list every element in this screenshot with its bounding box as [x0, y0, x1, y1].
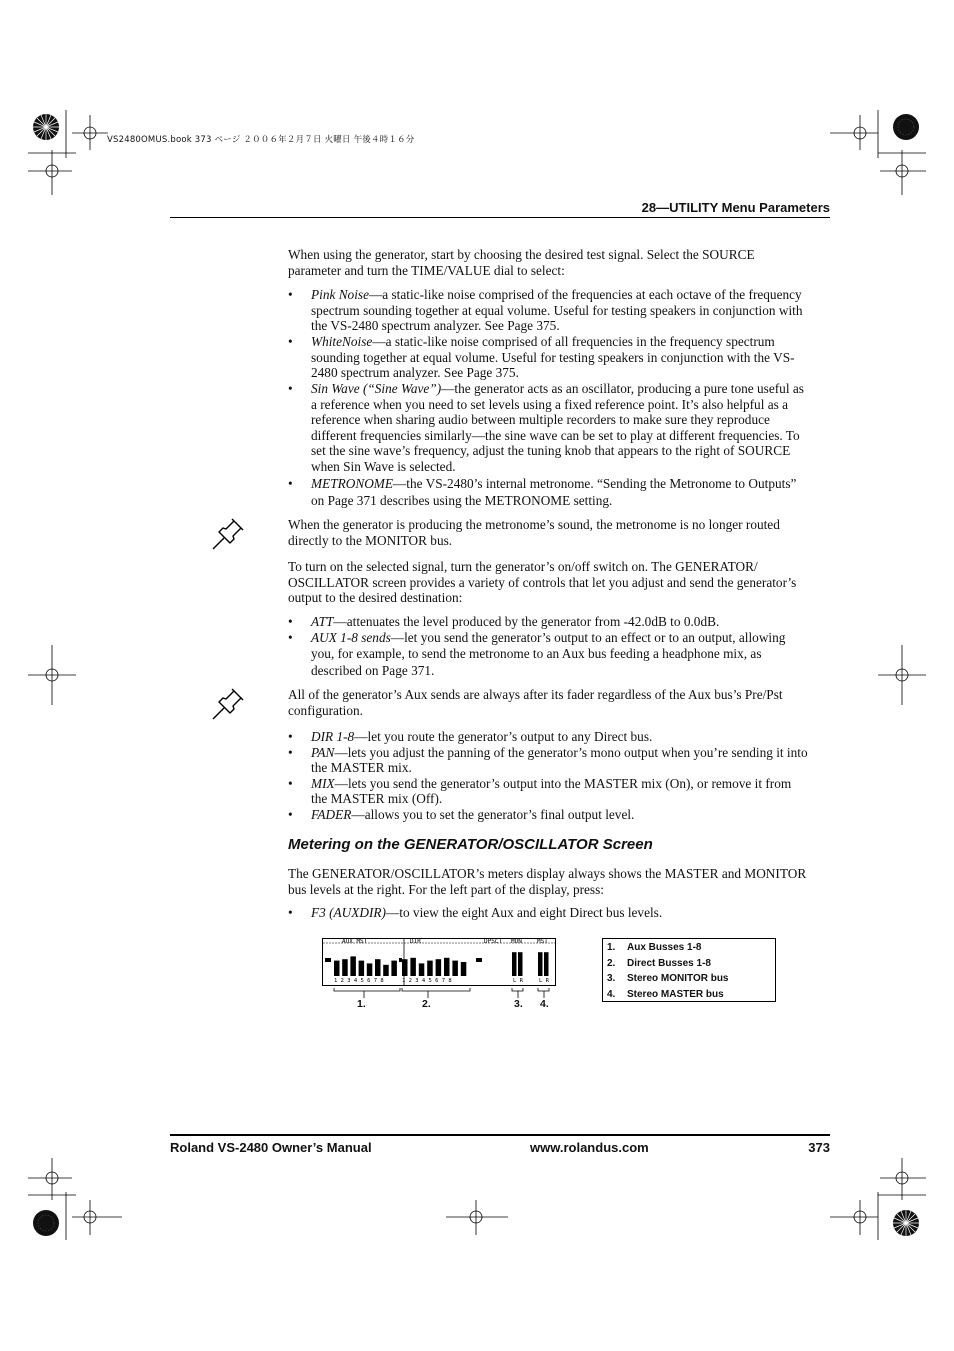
aux-meter-bar — [391, 961, 397, 976]
intro-paragraph: When using the generator, start by choosing the desired test signal. Select the SOURCE parameter and turn the TIME/VALUE dial to select: — [288, 247, 755, 278]
dir-meter-bar — [419, 963, 425, 976]
meter-aux-numbers: 1 2 3 4 5 6 7 8 — [334, 978, 384, 984]
section-title: Metering on the GENERATOR/OSCILLATOR Screen — [288, 836, 653, 853]
list-item: • F3 (AUXDIR)—to view the eight Aux and eight Direct bus levels. — [288, 905, 663, 920]
list-item: • Sin Wave (“Sine Wave”)—the generator acts as an oscillator, producing a pure tone useful as a reference when you need to set levels using a fixed reference point. It’s also helpful as a reference when sharing audio between multiple recorders to make sure they reproduce different frequencies similarly—the sine wave can be set to play at different frequencies. To set the sine wave’s frequency, adjust the tuning knob that appears to the right of SOURCE when Sin Wave is selected. — [288, 381, 804, 474]
list-item: • WhiteNoise—a static-like noise comprised of all frequencies in the frequency spectrum sounding together at equal volume. Useful for testing speakers in conjunction with the VS-2480 spectrum analyzer. See Page 375. — [288, 334, 795, 381]
aux-meter-bar — [342, 959, 348, 976]
dir-meter-bar — [461, 962, 467, 976]
pushpin-note-icon — [210, 515, 248, 551]
callout-4: 4. — [540, 998, 549, 1010]
meter-label-aux-mst: AUX MST — [342, 938, 368, 945]
mst-meter-bar — [538, 952, 543, 976]
list-item: • AUX 1-8 sends—let you send the generator’s output to an effect or to an output, allowing you, for example, to send the metronome to an Aux bus feeding a headphone mix, as described on Page 371. — [288, 629, 786, 678]
legend-item: 3. Stereo MONITOR bus — [607, 973, 729, 984]
dir-meter-bar — [436, 959, 442, 976]
aux-meter-bar — [367, 963, 373, 976]
meter-label-dpsct: DPSCT — [484, 938, 503, 945]
list-item: • MIX—lets you send the generator’s output into the MASTER mix (On), or remove it from the MASTER mix (Off). — [288, 775, 792, 807]
legend-item: 2. Direct Busses 1-8 — [607, 957, 711, 969]
meter-label-mon: MON — [511, 938, 522, 945]
list-item: • Pink Noise—a static-like noise comprised of the frequencies at each octave of the frequency spectrum sounding together at equal volume. Useful for testing speakers in conjunction with the VS-2480 spectrum analyzer. See Page 375. — [288, 287, 803, 334]
aux-meter-bar — [383, 965, 389, 976]
metering-list — [288, 905, 808, 921]
footer-website: www.rolandus.com — [530, 1140, 649, 1155]
callout-brackets — [334, 988, 549, 998]
note-aux-sends: All of the generator’s Aux sends are always after its fader regardless of the Aux bus’s Pre/Pst configuration. — [288, 687, 783, 718]
list-item: • ATT—attenuates the level produced by the generator from -42.0dB to 0.0dB. — [288, 614, 720, 629]
meter-mst-lr: L R — [539, 978, 549, 984]
meter-mon-lr: L R — [513, 978, 523, 984]
meter-label-mst: MST — [537, 938, 548, 945]
mon-meter-bar — [518, 952, 523, 976]
meter-dir-numbers: 1 2 3 4 5 6 7 8 — [402, 978, 452, 984]
meter-screen-illustration — [320, 936, 560, 1016]
list-item: • DIR 1-8—let you route the generator’s output to any Direct bus. — [288, 729, 653, 744]
pushpin-note-icon — [210, 685, 248, 721]
aux-meter-bar — [350, 956, 356, 976]
dir-meter-bar — [444, 958, 450, 976]
control-list-b — [288, 729, 808, 823]
callout-3: 3. — [514, 998, 523, 1010]
dir-meter-bar — [410, 958, 416, 976]
aux-meter-bar — [359, 961, 365, 976]
mon-meter-bar — [512, 952, 517, 976]
chapter-title: 28—UTILITY Menu Parameters — [641, 200, 830, 215]
note-metronome: When the generator is producing the metronome’s sound, the metronome is no longer routed directly to the MONITOR bus. — [288, 517, 780, 548]
metering-intro: The GENERATOR/OSCILLATOR’s meters display always shows the MASTER and MONITOR bus levels at the right. For the left part of the display, press: — [288, 866, 807, 897]
meter-label-dir: DIR — [410, 938, 421, 945]
callout-1: 1. — [357, 998, 366, 1010]
crop-header-text: VS2480OMUS.book 373 ページ ２００６年２月７日 火曜日 午後４時１６分 — [107, 135, 415, 145]
callout-2: 2. — [422, 998, 431, 1010]
meter-legend — [602, 938, 776, 1002]
aux-meter-bar — [334, 961, 340, 976]
list-item: • PAN—lets you adjust the panning of the generator’s mono output when you’re sending it into the MASTER mix. — [288, 744, 808, 776]
footer-rule — [170, 1134, 830, 1136]
dir-meter-bar — [402, 959, 408, 976]
list-item: • FADER—allows you to set the generator’s final output level. — [288, 806, 635, 822]
turn-on-paragraph: To turn on the selected signal, turn the generator’s on/off switch on. The GENERATOR/ OSCILLATOR screen provides a variety of controls that let you adjust and send the generator’s output to the desired destination: — [288, 559, 797, 606]
control-list-a — [288, 614, 808, 679]
list-item: • METRONOME—the VS-2480’s internal metronome. “Sending the Metronome to Outputs” on Page 371 describes using the METRONOME setting. — [288, 476, 797, 508]
mst-meter-bar — [544, 952, 549, 976]
legend-item: 1. Aux Busses 1-8 — [607, 942, 702, 953]
source-list — [288, 287, 808, 509]
dir-meter-bar — [427, 961, 433, 976]
legend-item: 4. Stereo MASTER bus — [607, 988, 724, 1000]
page-number: 373 — [808, 1140, 830, 1155]
footer-manual-title: Roland VS-2480 Owner’s Manual — [170, 1140, 372, 1155]
aux-meter-bar — [375, 959, 381, 976]
header-rule — [170, 217, 830, 218]
dir-meter-bar — [452, 961, 458, 976]
